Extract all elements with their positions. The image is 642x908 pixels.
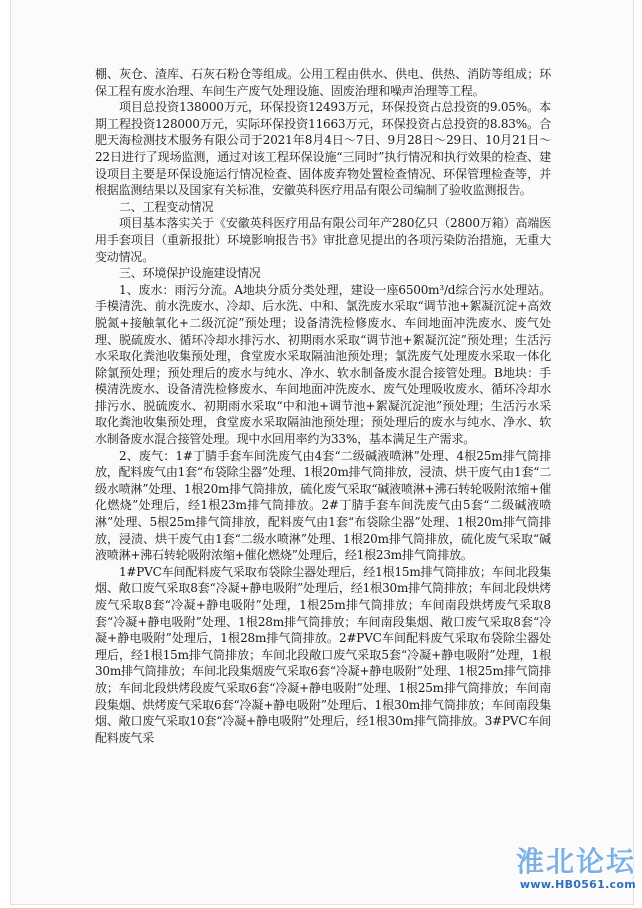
paragraph-pvc-exhaust: 1#PVC车间配料废气采取布袋除尘器处理后，经1根15m排气筒排放；车间北段集烟、敞口废气采取8套“冷凝+静电吸附”处理后，经1根30m排气筒排放；车间北段烘烤废气采取8套“冷凝+静电吸附”处理，1根25m排气筒排放；车间南段烘烤废气采取8套“冷凝+静电吸附”处理、1根28m排气筒排放；车间南段集烟、敞口废气采取8套“冷凝+静电吸附”处理后，1根28m排气筒排放。2#PVC车间配料废气采取布袋除尘器处理后，经1根15m排气筒排放；车间北段敞口废气采取5套“冷凝+静电吸附”处理，1根30m排气筒排放；车间北段集烟废气采取6套“冷凝+静电吸附”处理、1根25m排气筒排放；车间北段烘烤段废气采取6套“冷凝+静电吸附”处理、1根25m排气筒排放；车间南段集烟、烘烤废气采取6套“冷凝+静电吸附”处理后、1根30m排气筒排放；车间南段集烟、敞口废气采取10套“冷凝+静电吸附”处理后，经1根30m排气筒排放。3#PVC车间配料废气采 [95, 564, 551, 745]
paragraph-wastewater: 1、废水：雨污分流。A地块分质分类处理，建设一座6500m³/d综合污水处理站。手模清洗、前水洗废水、冷却、后水洗、中和、氯洗废水采取“调节池+絮凝沉淀+高效脱氮+接触氧化+二级沉淀”预处理；设备清洗检修废水、车间地面冲洗废水、废气处理、脱硫废水、循环冷却水排污水、初期雨水采取“调节池+絮凝沉淀”预处理；生活污水采取化粪池收集预处理，食堂废水采取隔油池预处理；氯洗废气处理废水采取一体化除氯预处理；预处理后的废水与纯水、净水、软水制备废水混合接管处理。B地块：手模清洗废水、设备清洗检修废水、车间地面冲洗废水、废气处理吸收废水、循环冷却水排污水、脱硫废水、初期雨水采取“中和池+调节池+絮凝沉淀池”预处理；生活污水采取化粪池收集预处理，食堂废水采取隔油池预处理；预处理后的废水与纯水、净水、软水制备废水混合接管处理。现中水回用率约为33%，基本满足生产需求。 [95, 282, 551, 447]
section-heading-environmental-facilities: 三、环境保护设施建设情况 [119, 266, 261, 281]
watermark-logo: 淮北论坛 [515, 845, 636, 878]
paragraph-exhaust-gas: 2、废气：1#丁腈手套车间洗废气由4套“二级碱液喷淋”处理、4根25m排气筒排放，配料废气由1套“布袋除尘器”处理、1根20m排气筒排放，浸渍、烘干废气由1套“二级水喷淋”处理、1根20m排气筒排放，硫化废气采取“碱液喷淋+沸石转轮吸附浓缩+催化燃烧”处理后，经1根23m排气筒排放。2#丁腈手套车间洗废气由5套“二级碱液喷淋”处理、5根25m排气筒排放，配料废气由1套“布袋除尘器”处理、1根20m排气筒排放，浸渍、烘干废气由1套“二级水喷淋”处理、1根20m排气筒排放，硫化废气采取“碱液喷淋+沸石转轮吸附浓缩+催化燃烧”处理后，经1根23m排气筒排放。 [95, 448, 551, 563]
document-body [95, 66, 551, 746]
document-page [10, 0, 634, 905]
paragraph-project-composition: 棚、灰仓、渣库、石灰石粉仓等组成。公用工程由供水、供电、供热、消防等组成；环保工程有废水治理、车间生产废气处理设施、固废治理和噪声治理等工程。 [95, 67, 551, 98]
paragraph-engineering-changes: 项目基本落实关于《安徽英科医疗用品有限公司年产280亿只（2800万箱）高端医用手套项目（重新报批）环境影响报告书》审批意见提出的各项污染防治措施，无重大变动情况。 [95, 216, 551, 264]
paragraph-investment: 项目总投资138000万元，环保投资12493万元，环保投资占总投资的9.05%。本期工程投资128000万元，实际环保投资11663万元，环保投资占总投资的8.83%。合肥天海检测技术服务有限公司于2021年8月4日～7日、9月28日～29日、10月21日～22日进行了现场监测，通过对该工程环保设施“三同时”执行情况和执行效果的检查、建设项目主要是环保设施运行情况检查、固体废弃物处置检查情况、环保管理检查等，并根据监测结果以及国家有关标准，安徽英科医疗用品有限公司编制了验收监测报告。 [95, 100, 551, 198]
watermark-url: www.HB0561.com [519, 878, 636, 891]
forum-watermark [508, 846, 636, 898]
section-heading-engineering-changes: 二、工程变动情况 [119, 199, 214, 214]
